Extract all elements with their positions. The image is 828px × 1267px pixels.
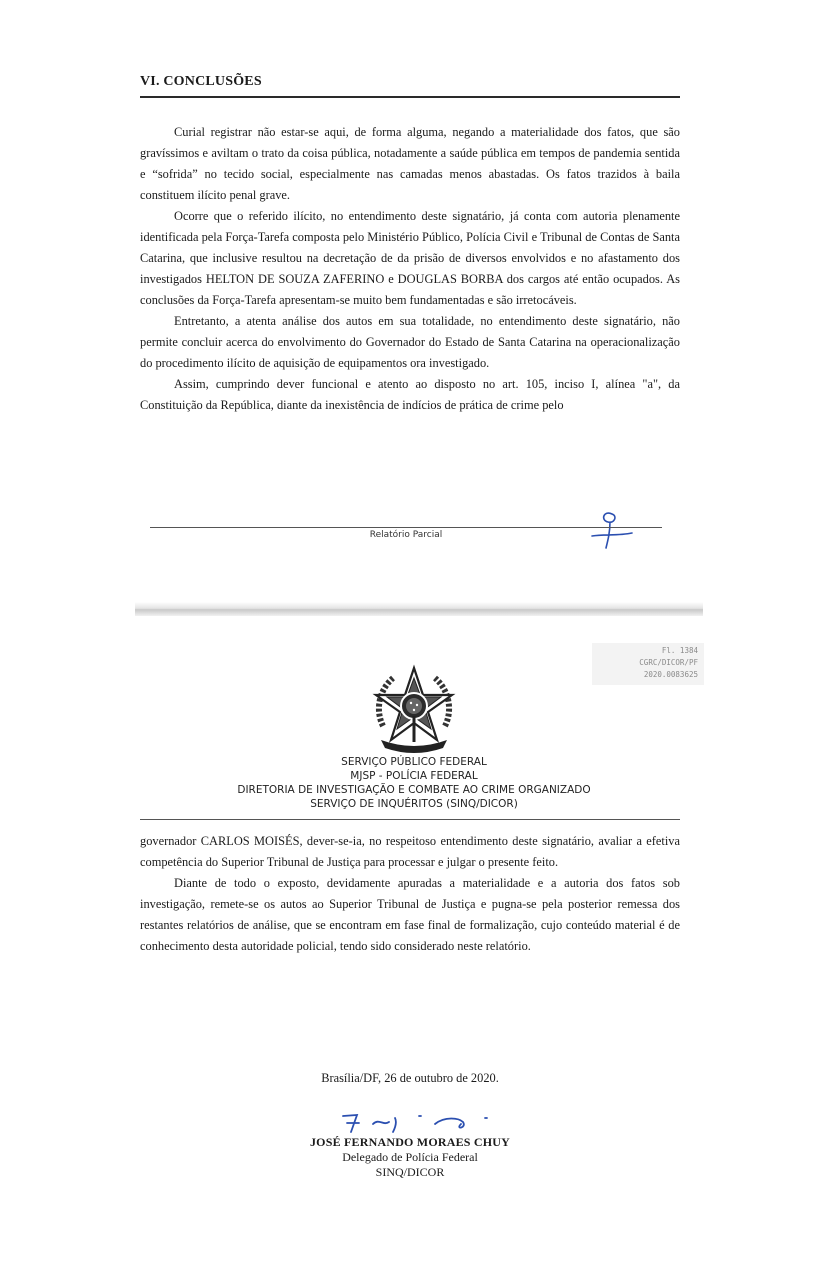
agency-header (120, 755, 708, 811)
page-separator (135, 602, 703, 616)
stamp-line: CGRC/DICOR/PF (639, 658, 698, 667)
initials-signature (588, 506, 638, 552)
footer-divider (150, 527, 662, 528)
agency-line: SERVIÇO DE INQUÉRITOS (SINQ/DICOR) (310, 798, 518, 810)
coat-of-arms-icon (369, 664, 459, 754)
agency-line: DIRETORIA DE INVESTIGAÇÃO E COMBATE AO CRIME ORGANIZADO (237, 784, 591, 796)
signer-unit: SINQ/DICOR (375, 1165, 445, 1179)
signature-block (140, 1135, 680, 1180)
page1-body (140, 122, 680, 416)
agency-line: SERVIÇO PÚBLICO FEDERAL (341, 756, 487, 768)
paragraph: governador CARLOS MOISÉS, dever-se-ia, no respeitoso entendimento deste signatário, avaliar a efetiva competência do Superior Tribunal de Justiça para processar e julgar o presente feito. (140, 834, 680, 869)
heading-divider (140, 96, 680, 98)
paragraph: Assim, cumprindo dever funcional e atento ao disposto no art. 105, inciso I, alínea "a", da Constituição da República, diante da inexistência de indícios de prática de crime pelo (140, 377, 680, 412)
agency-line: MJSP - POLÍCIA FEDERAL (350, 770, 478, 782)
footer-label: Relatório Parcial (369, 530, 443, 540)
signer-name: JOSÉ FERNANDO MORAES CHUY (309, 1135, 510, 1149)
section-heading: VI. CONCLUSÕES (140, 74, 262, 89)
signer-title: Delegado de Polícia Federal (342, 1150, 478, 1164)
paragraph: Diante de todo o exposto, devidamente apuradas a materialidade e a autoria dos fatos sob investigação, remete-se os autos ao Superior Tribunal de Justiça e pugna-se pela posterior remessa dos restantes relatórios de análise, que se encontram em fase final de formalização, cujo conteúdo material é de conhecimento desta autoridade policial, tendo sido considerado neste relatório. (140, 876, 680, 953)
paragraph: Entretanto, a atenta análise dos autos em sua totalidade, no entendimento deste signatário, não permite concluir acerca do envolvimento do Governador do Estado de Santa Catarina na operacionalização do procedimento ilícito de aquisição de equipamentos ora investigado. (140, 314, 680, 370)
stamp-line: Fl. 1384 (661, 646, 698, 655)
paragraph: Curial registrar não estar-se aqui, de forma alguma, negando a materialidade dos fatos, que são gravíssimos e aviltam o trato da coisa pública, notadamente a saúde pública em tempos de pandemia sentida e “sofrida” no tecido social, especialmente nas camadas menos abastadas. Os fatos trazidos à baila constituem ilícito penal grave. (140, 125, 680, 202)
paragraph: Ocorre que o referido ilícito, no entendimento deste signatário, já conta com autoria plenamente identificada pela Força-Tarefa composta pelo Ministério Público, Polícia Civil e Tribunal de Contas de Santa Catarina, que inclusive resultou na decretação de da prisão de diversos envolvidos e no afastamento dos investigados HELTON DE SOUZA ZAFERINO e DOUGLAS BORBA dos cargos até então ocupados. As conclusões da Força-Tarefa apresentam-se muito bem fundamentadas e são irretocáveis. (140, 209, 680, 307)
protocol-stamp (592, 643, 704, 685)
place-date: Brasília/DF, 26 de outubro de 2020. (321, 1071, 499, 1085)
stamp-line: 2020.0083625 (643, 670, 698, 679)
page2-body (140, 831, 680, 957)
header-divider (140, 819, 680, 820)
